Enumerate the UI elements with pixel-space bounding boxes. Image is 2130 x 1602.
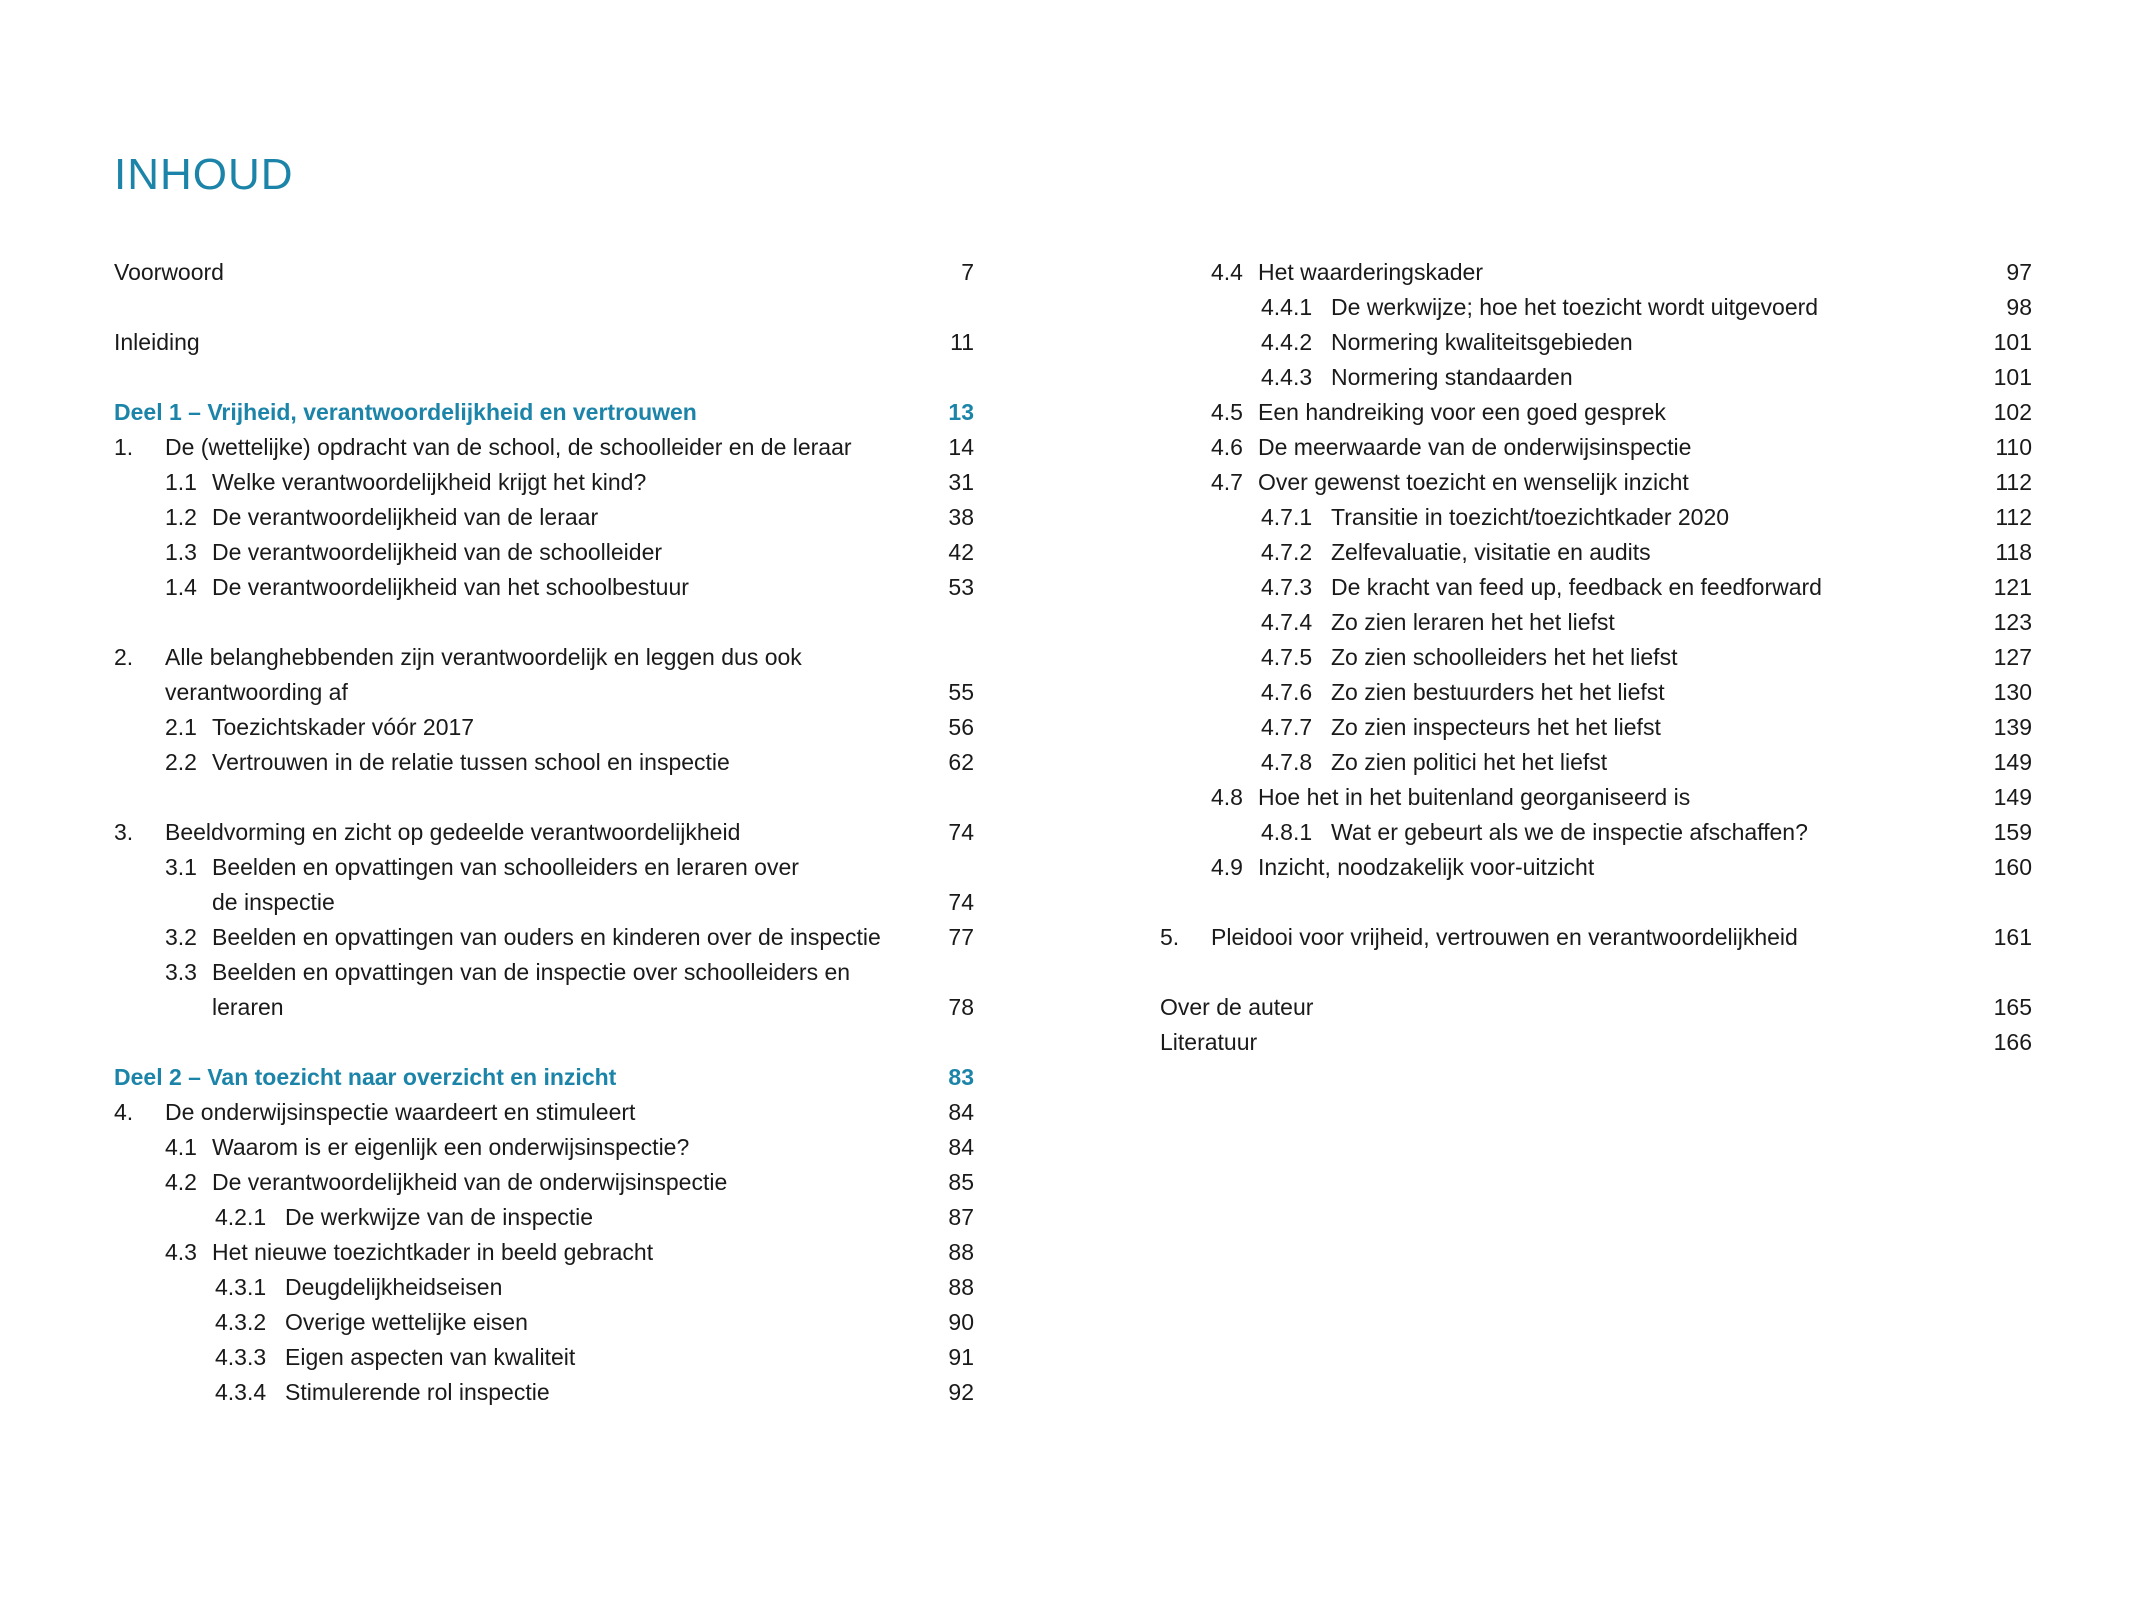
toc-entry[interactable]: [114, 990, 974, 1025]
toc-entry-title: De meerwaarde van de onderwijsinspectie: [1258, 434, 1692, 460]
toc-entry-title: Wat er gebeurt als we de inspectie afschaffen?: [1331, 819, 1808, 845]
toc-entry-page-number: 112: [1995, 469, 2032, 495]
toc-entry-number: 4.7.4: [1261, 609, 1313, 635]
toc-entry-number: 4.5: [1211, 399, 1243, 425]
toc-entry-title: Zo zien bestuurders het het liefst: [1331, 679, 1665, 705]
toc-entry-title: De (wettelijke) opdracht van de school, de schoolleider en de leraar: [165, 434, 852, 460]
toc-entry[interactable]: [1160, 780, 2032, 815]
toc-entry-title: De verantwoordelijkheid van de leraar: [212, 504, 599, 530]
toc-entry[interactable]: [114, 745, 974, 780]
toc-entry-title: Zo zien inspecteurs het het liefst: [1331, 714, 1661, 740]
toc-entry[interactable]: [1160, 570, 2032, 605]
toc-entry-number: 4.1: [165, 1134, 197, 1160]
toc-entry-number: 4.: [114, 1099, 134, 1125]
toc-entry-title: De onderwijsinspectie waardeert en stimuleert: [165, 1099, 636, 1125]
toc-entry-title: Zo zien politici het het liefst: [1331, 749, 1608, 775]
toc-entry-number: 4.9: [1211, 854, 1243, 880]
toc-entry-title: Deel 1 – Vrijheid, verantwoordelijkheid en vertrouwen: [114, 399, 697, 425]
toc-entry-page-number: 101: [1993, 329, 2032, 355]
toc-entry[interactable]: [1160, 605, 2032, 640]
toc-entry-title: Beelden en opvattingen van ouders en kinderen over de inspectie: [212, 924, 881, 950]
toc-entry[interactable]: [114, 1235, 974, 1270]
toc-entry-number: 2.: [114, 644, 134, 670]
toc-entry[interactable]: [1160, 815, 2032, 850]
toc-entry-number: 4.3.4: [215, 1379, 267, 1405]
toc-spacer: [1160, 885, 2032, 920]
toc-entry-number: 4.2: [165, 1169, 197, 1195]
toc-entry-page-number: 101: [1993, 364, 2032, 390]
toc-entry[interactable]: [1160, 395, 2032, 430]
toc-entry-number: 4.7.1: [1261, 504, 1313, 530]
toc-entry-page-number: 14: [948, 434, 974, 460]
toc-entry-title: Welke verantwoordelijkheid krijgt het kind?: [212, 469, 647, 495]
toc-entry-page-number: 97: [2006, 259, 2032, 285]
toc-entry-number: 3.3: [165, 959, 197, 985]
toc-entry-number: 4.7.2: [1261, 539, 1313, 565]
toc-entry-number: 4.4: [1211, 259, 1243, 285]
toc-spacer: [114, 360, 974, 395]
toc-entry-page-number: 92: [948, 1379, 974, 1405]
toc-entry-page-number: 77: [948, 924, 974, 950]
toc-entry[interactable]: [1160, 290, 2032, 325]
toc-entry[interactable]: [1160, 465, 2032, 500]
toc-entry-number: 4.7.5: [1261, 644, 1313, 670]
toc-entry-title: Transitie in toezicht/toezichtkader 2020: [1331, 504, 1730, 530]
toc-entry-title: Pleidooi voor vrijheid, vertrouwen en verantwoordelijkheid: [1211, 924, 1798, 950]
toc-entry-number: 4.7.8: [1261, 749, 1313, 775]
toc-entry-page-number: 56: [948, 714, 974, 740]
toc-entry-number: 4.3.3: [215, 1344, 267, 1370]
toc-entry-title: Deel 2 – Van toezicht naar overzicht en inzicht: [114, 1064, 617, 1090]
toc-part-heading[interactable]: [114, 1060, 974, 1095]
toc-entry-title: Alle belanghebbenden zijn verantwoordelijk en leggen dus ook: [165, 644, 802, 670]
toc-entry-page-number: 121: [1993, 574, 2032, 600]
toc-entry-page-number: 123: [1993, 609, 2032, 635]
toc-column-left: [114, 255, 974, 1410]
toc-entry-title: De verantwoordelijkheid van de onderwijsinspectie: [212, 1169, 728, 1195]
toc-entry-title: De werkwijze; hoe het toezicht wordt uitgevoerd: [1331, 294, 1819, 320]
toc-entry-title: Toezichtskader vóór 2017: [212, 714, 475, 740]
toc-entry[interactable]: [114, 1340, 974, 1375]
toc-entry-number: 4.4.3: [1261, 364, 1313, 390]
toc-entry[interactable]: [1160, 920, 2032, 955]
toc-entry-number: 3.1: [165, 854, 197, 880]
toc-entry-title: Zelfevaluatie, visitatie en audits: [1331, 539, 1651, 565]
toc-entry[interactable]: [114, 535, 974, 570]
toc-entry[interactable]: [114, 325, 974, 360]
toc-entry-number: 1.: [114, 434, 134, 460]
toc-entry-page-number: 38: [948, 504, 974, 530]
toc-entry-title: Het nieuwe toezichtkader in beeld gebracht: [212, 1239, 654, 1265]
toc-entry[interactable]: [114, 255, 974, 290]
toc-entry-title: Deugdelijkheidseisen: [285, 1274, 503, 1300]
toc-entry[interactable]: [114, 570, 974, 605]
toc-entry-number: 4.3.1: [215, 1274, 267, 1300]
toc-entry-page-number: 159: [1993, 819, 2032, 845]
toc-column-right: [1160, 255, 2032, 1060]
toc-entry-page-number: 42: [948, 539, 974, 565]
toc-entry-title: Beelden en opvattingen van schoolleiders en leraren over: [212, 854, 799, 880]
toc-entry-title: Waarom is er eigenlijk een onderwijsinspectie?: [212, 1134, 690, 1160]
toc-entry-title: Beelden en opvattingen van de inspectie over schoolleiders en: [212, 959, 851, 985]
toc-entry-page-number: 78: [948, 994, 974, 1020]
toc-spacer: [114, 605, 974, 640]
toc-entry-page-number: 74: [948, 889, 974, 915]
page-title: INHOUD: [114, 150, 294, 199]
toc-entry-page-number: 74: [948, 819, 974, 845]
toc-entry-title: Inzicht, noodzakelijk voor-uitzicht: [1258, 854, 1595, 880]
toc-entry-number: 1.4: [165, 574, 197, 600]
toc-entry-page-number: 31: [948, 469, 974, 495]
toc-part-heading[interactable]: [114, 395, 974, 430]
toc-entry-number: 4.3.2: [215, 1309, 267, 1335]
toc-entry-title: Het waarderingskader: [1258, 259, 1484, 285]
toc-entry[interactable]: [114, 675, 974, 710]
toc-entry-page-number: 166: [1993, 1029, 2032, 1055]
toc-entry[interactable]: [114, 1200, 974, 1235]
toc-entry-page-number: 55: [948, 679, 974, 705]
toc-entry[interactable]: [114, 920, 974, 955]
toc-entry-page-number: 84: [948, 1134, 974, 1160]
toc-entry-page-number: 139: [1993, 714, 2032, 740]
toc-entry-title: Een handreiking voor een goed gesprek: [1258, 399, 1666, 425]
toc-entry-title: Normering kwaliteitsgebieden: [1331, 329, 1633, 355]
toc-entry-page-number: 110: [1995, 434, 2032, 460]
toc-entry-title: Zo zien schoolleiders het het liefst: [1331, 644, 1678, 670]
toc-entry-page-number: 165: [1993, 994, 2032, 1020]
toc-entry[interactable]: [114, 1270, 974, 1305]
toc-entry-title: Voorwoord: [114, 259, 224, 285]
toc-entry-page-number: 83: [948, 1064, 974, 1090]
toc-entry[interactable]: [114, 430, 974, 465]
toc-entry[interactable]: [1160, 675, 2032, 710]
toc-entry[interactable]: [1160, 430, 2032, 465]
toc-entry[interactable]: [1160, 640, 2032, 675]
toc-entry[interactable]: [114, 1165, 974, 1200]
toc-entry-page-number: 87: [948, 1204, 974, 1230]
toc-entry-number: 4.7.3: [1261, 574, 1313, 600]
toc-entry-title: Vertrouwen in de relatie tussen school en inspectie: [212, 749, 730, 775]
toc-entry-title: Over gewenst toezicht en wenselijk inzicht: [1258, 469, 1689, 495]
toc-spacer: [114, 290, 974, 325]
toc-entry-number: 4.6: [1211, 434, 1243, 460]
toc-entry-page-number: 161: [1993, 924, 2032, 950]
toc-spacer: [114, 780, 974, 815]
toc-entry-number: 2.2: [165, 749, 197, 775]
toc-entry[interactable]: [1160, 745, 2032, 780]
toc-entry-page-number: 88: [948, 1274, 974, 1300]
toc-entry[interactable]: [1160, 1025, 2032, 1060]
toc-entry-page-number: 62: [948, 749, 974, 775]
toc-entry[interactable]: [114, 850, 974, 885]
toc-entry-page-number: 102: [1993, 399, 2032, 425]
toc-entry[interactable]: [1160, 710, 2032, 745]
toc-entry-page-number: 53: [948, 574, 974, 600]
toc-entry-number: 5.: [1160, 924, 1180, 950]
toc-entry[interactable]: [114, 465, 974, 500]
toc-entry[interactable]: [114, 1375, 974, 1410]
toc-entry-number: 4.3: [165, 1239, 197, 1265]
toc-spacer: [1160, 955, 2032, 990]
toc-entry-number: 4.7.6: [1261, 679, 1313, 705]
toc-entry-title: Overige wettelijke eisen: [285, 1309, 528, 1335]
toc-entry-title: Hoe het in het buitenland georganiseerd is: [1258, 784, 1691, 810]
toc-entry[interactable]: [1160, 990, 2032, 1025]
toc-entry[interactable]: [114, 815, 974, 850]
toc-spacer: [114, 1025, 974, 1060]
toc-entry-page-number: 13: [948, 399, 974, 425]
toc-entry-number: 4.4.2: [1261, 329, 1313, 355]
toc-entry-page-number: 88: [948, 1239, 974, 1265]
toc-entry[interactable]: [114, 710, 974, 745]
toc-entry[interactable]: [114, 1095, 974, 1130]
toc-entry-page-number: 130: [1993, 679, 2032, 705]
toc-entry-title: De kracht van feed up, feedback en feedforward: [1331, 574, 1822, 600]
toc-entry-page-number: 90: [948, 1309, 974, 1335]
toc-entry-number: 1.3: [165, 539, 197, 565]
toc-entry-page-number: 118: [1995, 539, 2032, 565]
toc-entry-number: 1.1: [165, 469, 197, 495]
toc-entry-title: Stimulerende rol inspectie: [285, 1379, 550, 1405]
toc-entry-page-number: 127: [1993, 644, 2032, 670]
toc-entry-page-number: 149: [1993, 784, 2032, 810]
toc-entry[interactable]: [1160, 850, 2032, 885]
toc-entry-number: 2.1: [165, 714, 197, 740]
toc-entry-number: 4.8: [1211, 784, 1243, 810]
toc-entry[interactable]: [1160, 255, 2032, 290]
toc-entry-title: Literatuur: [1160, 1029, 1258, 1055]
toc-entry-title: Over de auteur: [1160, 994, 1314, 1020]
toc-entry[interactable]: [114, 640, 974, 675]
toc-entry[interactable]: [114, 500, 974, 535]
toc-entry-title: verantwoording af: [165, 679, 348, 705]
toc-entry-number: 4.7.7: [1261, 714, 1313, 740]
toc-entry[interactable]: [114, 1305, 974, 1340]
toc-entry-page-number: 91: [948, 1344, 974, 1370]
toc-entry[interactable]: [1160, 325, 2032, 360]
toc-entry[interactable]: [1160, 500, 2032, 535]
toc-entry-title: Eigen aspecten van kwaliteit: [285, 1344, 576, 1370]
toc-entry-page-number: 85: [948, 1169, 974, 1195]
toc-entry-number: 3.2: [165, 924, 197, 950]
toc-entry-title: Inleiding: [114, 329, 200, 355]
toc-entry-title: Zo zien leraren het het liefst: [1331, 609, 1615, 635]
toc-entry[interactable]: [114, 885, 974, 920]
toc-entry[interactable]: [1160, 360, 2032, 395]
toc-entry-title: De verantwoordelijkheid van het schoolbestuur: [212, 574, 689, 600]
toc-entry-number: 4.2.1: [215, 1204, 267, 1230]
toc-entry[interactable]: [1160, 535, 2032, 570]
toc-entry-title: de inspectie: [212, 889, 335, 915]
toc-entry-title: leraren: [212, 994, 284, 1020]
toc-entry-title: De verantwoordelijkheid van de schoolleider: [212, 539, 663, 565]
toc-entry-number: 4.7: [1211, 469, 1243, 495]
toc-entry-number: 4.8.1: [1261, 819, 1313, 845]
toc-entry-page-number: 112: [1995, 504, 2032, 530]
toc-entry-number: 4.4.1: [1261, 294, 1313, 320]
toc-entry-page-number: 98: [2006, 294, 2032, 320]
toc-entry-number: 1.2: [165, 504, 197, 530]
toc-entry-title: Normering standaarden: [1331, 364, 1573, 390]
toc-entry-page-number: 149: [1993, 749, 2032, 775]
toc-entry[interactable]: [114, 955, 974, 990]
toc-entry[interactable]: [114, 1130, 974, 1165]
toc-entry-page-number: 11: [950, 329, 974, 355]
toc-entry-number: 3.: [114, 819, 134, 845]
toc-entry-page-number: 84: [948, 1099, 974, 1125]
toc-entry-page-number: 7: [961, 259, 974, 285]
toc-entry-title: Beeldvorming en zicht op gedeelde verantwoordelijkheid: [165, 819, 741, 845]
toc-entry-title: De werkwijze van de inspectie: [285, 1204, 594, 1230]
toc-entry-page-number: 160: [1993, 854, 2032, 880]
